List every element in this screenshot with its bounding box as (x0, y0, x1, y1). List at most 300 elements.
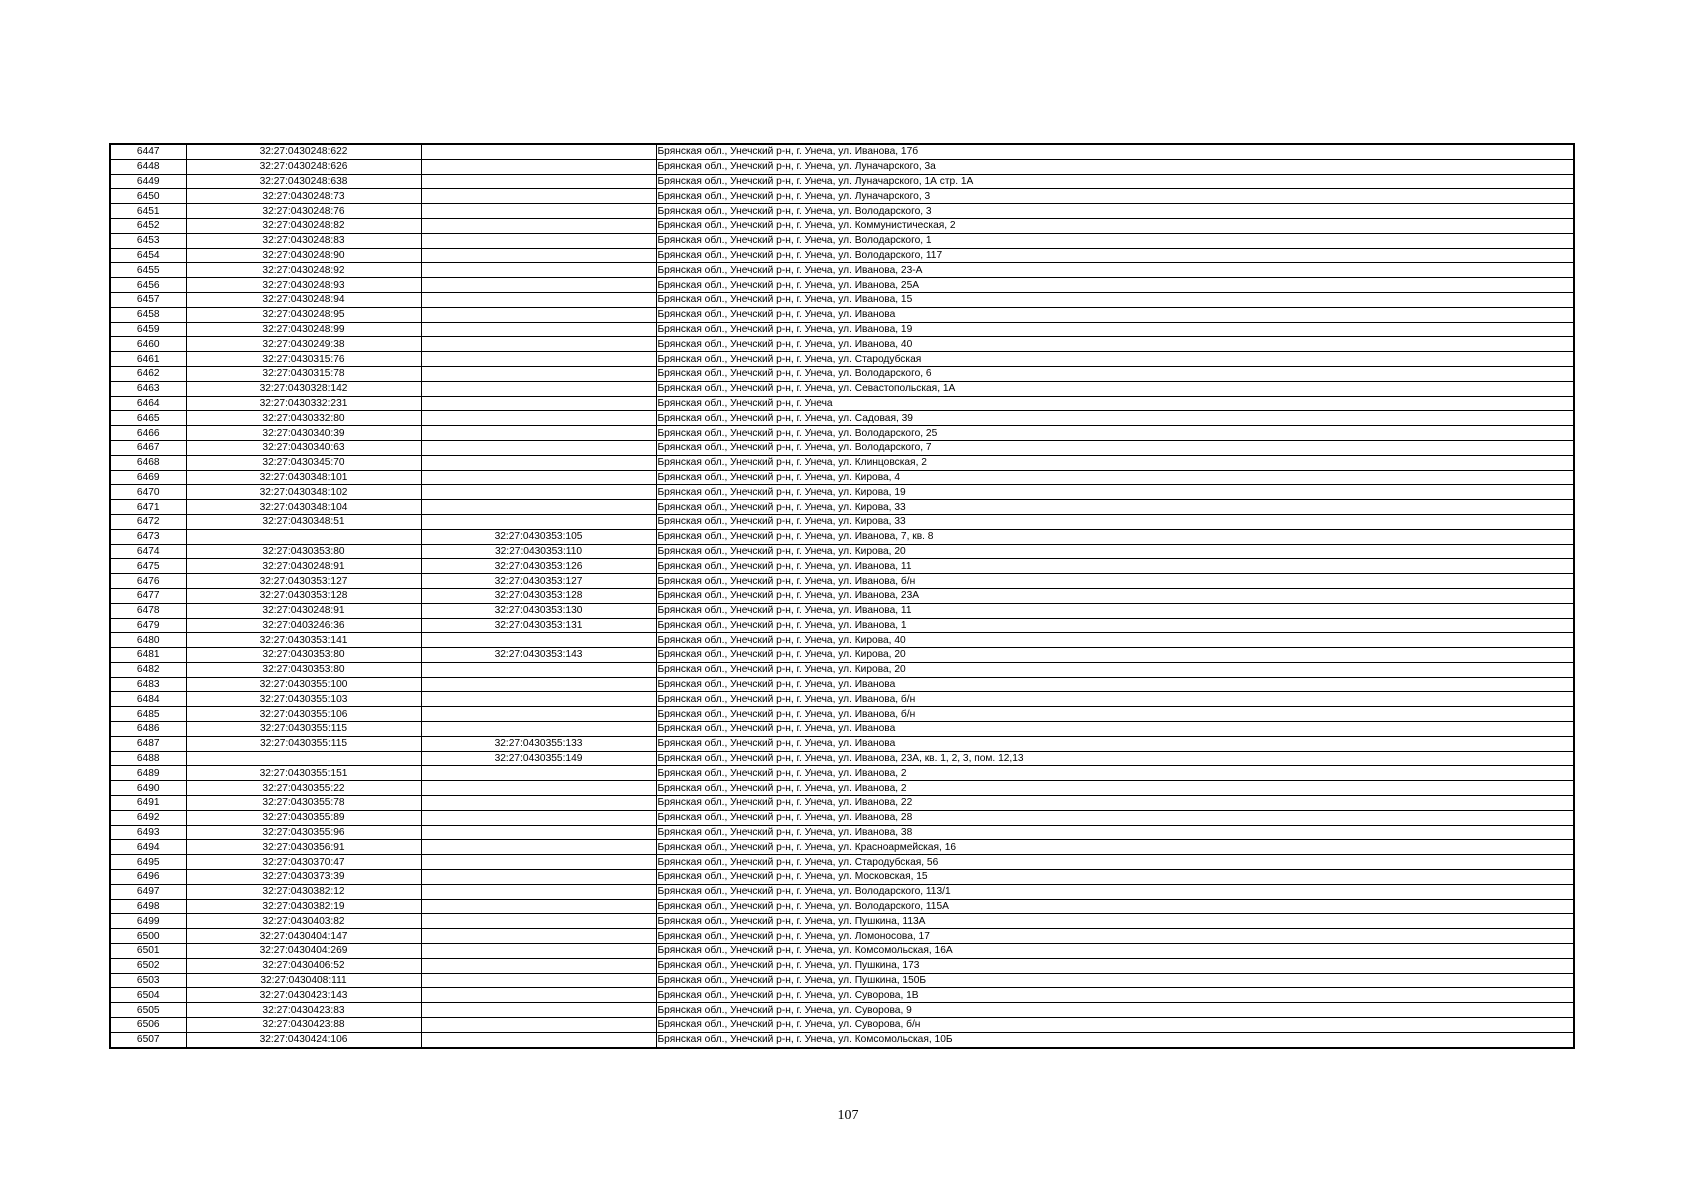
cadastral-number-cell: 32:27:0430404:269 (186, 944, 421, 959)
row-number-cell: 6481 (110, 648, 186, 663)
address-cell: Брянская обл., Унечский р-н, г. Унеча, ул. Кирова, 4 (656, 470, 1574, 485)
cadastral-number-cell: 32:27:0430424:106 (186, 1032, 421, 1047)
address-cell: Брянская обл., Унечский р-н, г. Унеча, ул. Иванова, 11 (656, 603, 1574, 618)
row-number-cell: 6476 (110, 574, 186, 589)
address-cell: Брянская обл., Унечский р-н, г. Унеча, ул. Володарского, 115А (656, 899, 1574, 914)
cadastral-number-cell: 32:27:0430348:104 (186, 500, 421, 515)
cadastral-number-cell: 32:27:0430355:115 (186, 736, 421, 751)
cadastral-number-cell: 32:27:0430356:91 (186, 840, 421, 855)
cadastral-number-cell: 32:27:0430355:89 (186, 810, 421, 825)
row-number-cell: 6470 (110, 485, 186, 500)
row-number-cell: 6480 (110, 633, 186, 648)
row-number-cell: 6479 (110, 618, 186, 633)
address-cell: Брянская обл., Унечский р-н, г. Унеча, ул. Иванова, 38 (656, 825, 1574, 840)
row-number-cell: 6482 (110, 662, 186, 677)
table-row (110, 455, 1574, 470)
address-cell: Брянская обл., Унечский р-н, г. Унеча, ул. Кирова, 20 (656, 648, 1574, 663)
cadastral-number-cell: 32:27:0430315:78 (186, 366, 421, 381)
cadastral-number-cell (186, 751, 421, 766)
row-number-cell: 6474 (110, 544, 186, 559)
row-number-cell: 6455 (110, 263, 186, 278)
row-number-cell: 6484 (110, 692, 186, 707)
address-cell: Брянская обл., Унечский р-н, г. Унеча, ул. Иванова, 25А (656, 278, 1574, 293)
row-number-cell: 6452 (110, 218, 186, 233)
linked-cadastral-number-cell (421, 440, 656, 455)
linked-cadastral-number-cell: 32:27:0430353:143 (421, 648, 656, 663)
row-number-cell: 6498 (110, 899, 186, 914)
table-row (110, 470, 1574, 485)
row-number-cell: 6485 (110, 707, 186, 722)
linked-cadastral-number-cell (421, 307, 656, 322)
linked-cadastral-number-cell: 32:27:0430353:126 (421, 559, 656, 574)
cadastral-number-cell: 32:27:0430348:102 (186, 485, 421, 500)
table-row (110, 810, 1574, 825)
address-cell: Брянская обл., Унечский р-н, г. Унеча, ул. Иванова (656, 736, 1574, 751)
table-row (110, 603, 1574, 618)
row-number-cell: 6475 (110, 559, 186, 574)
address-cell: Брянская обл., Унечский р-н, г. Унеча, ул. Иванова, 2 (656, 766, 1574, 781)
linked-cadastral-number-cell (421, 781, 656, 796)
address-cell: Брянская обл., Унечский р-н, г. Унеча, ул. Володарского, 1 (656, 233, 1574, 248)
cadastral-number-cell: 32:27:0430353:127 (186, 574, 421, 589)
address-cell: Брянская обл., Унечский р-н, г. Унеча, ул. Иванова, 7, кв. 8 (656, 529, 1574, 544)
table-row (110, 944, 1574, 959)
linked-cadastral-number-cell (421, 677, 656, 692)
linked-cadastral-number-cell: 32:27:0430355:149 (421, 751, 656, 766)
linked-cadastral-number-cell (421, 292, 656, 307)
linked-cadastral-number-cell (421, 218, 656, 233)
address-cell: Брянская обл., Унечский р-н, г. Унеча, ул. Володарского, 6 (656, 366, 1574, 381)
address-cell: Брянская обл., Унечский р-н, г. Унеча, ул. Кирова, 33 (656, 514, 1574, 529)
table-row (110, 189, 1574, 204)
linked-cadastral-number-cell (421, 988, 656, 1003)
cadastral-number-cell: 32:27:0430315:76 (186, 352, 421, 367)
linked-cadastral-number-cell (421, 870, 656, 885)
table-row (110, 366, 1574, 381)
cadastral-number-cell: 32:27:0430355:100 (186, 677, 421, 692)
linked-cadastral-number-cell (421, 796, 656, 811)
table-row (110, 559, 1574, 574)
table-row (110, 292, 1574, 307)
row-number-cell: 6462 (110, 366, 186, 381)
table-row (110, 1032, 1574, 1047)
table-row (110, 159, 1574, 174)
cadastral-number-cell: 32:27:0430248:95 (186, 307, 421, 322)
cadastral-number-cell (186, 529, 421, 544)
registry-table (109, 143, 1575, 1049)
row-number-cell: 6487 (110, 736, 186, 751)
cadastral-number-cell: 32:27:0430355:78 (186, 796, 421, 811)
linked-cadastral-number-cell (421, 233, 656, 248)
address-cell: Брянская обл., Унечский р-н, г. Унеча, ул. Ломоносова, 17 (656, 929, 1574, 944)
row-number-cell: 6492 (110, 810, 186, 825)
cadastral-number-cell: 32:27:0430248:83 (186, 233, 421, 248)
row-number-cell: 6486 (110, 722, 186, 737)
address-cell: Брянская обл., Унечский р-н, г. Унеча, ул. Иванова, б/н (656, 707, 1574, 722)
cadastral-number-cell: 32:27:0430340:63 (186, 440, 421, 455)
cadastral-number-cell: 32:27:0430332:231 (186, 396, 421, 411)
row-number-cell: 6465 (110, 411, 186, 426)
linked-cadastral-number-cell (421, 396, 656, 411)
cadastral-number-cell: 32:27:0430340:39 (186, 426, 421, 441)
row-number-cell: 6491 (110, 796, 186, 811)
table-row (110, 588, 1574, 603)
table-row (110, 958, 1574, 973)
cadastral-number-cell: 32:27:0430353:80 (186, 648, 421, 663)
table-row (110, 722, 1574, 737)
cadastral-number-cell: 32:27:0430355:106 (186, 707, 421, 722)
address-cell: Брянская обл., Унечский р-н, г. Унеча, ул. Комсомольская, 10Б (656, 1032, 1574, 1047)
address-cell: Брянская обл., Унечский р-н, г. Унеча, ул. Иванова, 19 (656, 322, 1574, 337)
address-cell: Брянская обл., Унечский р-н, г. Унеча, ул. Иванова, 22 (656, 796, 1574, 811)
address-cell: Брянская обл., Унечский р-н, г. Унеча, ул. Суворова, 1В (656, 988, 1574, 1003)
table-row (110, 440, 1574, 455)
address-cell: Брянская обл., Унечский р-н, г. Унеча, ул. Иванова, 23А (656, 588, 1574, 603)
cadastral-number-cell: 32:27:0430406:52 (186, 958, 421, 973)
linked-cadastral-number-cell (421, 722, 656, 737)
linked-cadastral-number-cell: 32:27:0430353:110 (421, 544, 656, 559)
address-cell: Брянская обл., Унечский р-н, г. Унеча (656, 396, 1574, 411)
address-cell: Брянская обл., Унечский р-н, г. Унеча, ул. Иванова, 1 (656, 618, 1574, 633)
linked-cadastral-number-cell (421, 1003, 656, 1018)
address-cell: Брянская обл., Унечский р-н, г. Унеча, ул. Московская, 15 (656, 870, 1574, 885)
row-number-cell: 6496 (110, 870, 186, 885)
row-number-cell: 6500 (110, 929, 186, 944)
address-cell: Брянская обл., Унечский р-н, г. Унеча, ул. Пушкина, 150Б (656, 973, 1574, 988)
row-number-cell: 6460 (110, 337, 186, 352)
table-row (110, 988, 1574, 1003)
table-row (110, 411, 1574, 426)
cadastral-number-cell: 32:27:0430248:622 (186, 144, 421, 159)
address-cell: Брянская обл., Унечский р-н, г. Унеча, ул. Суворова, б/н (656, 1018, 1574, 1033)
linked-cadastral-number-cell (421, 929, 656, 944)
table-row (110, 1018, 1574, 1033)
cadastral-number-cell: 32:27:0403246:36 (186, 618, 421, 633)
row-number-cell: 6461 (110, 352, 186, 367)
table-row (110, 766, 1574, 781)
address-cell: Брянская обл., Унечский р-н, г. Унеча, ул. Иванова, б/н (656, 692, 1574, 707)
row-number-cell: 6494 (110, 840, 186, 855)
table-row (110, 574, 1574, 589)
table-row (110, 973, 1574, 988)
linked-cadastral-number-cell: 32:27:0430353:131 (421, 618, 656, 633)
cadastral-number-cell: 32:27:0430248:626 (186, 159, 421, 174)
cadastral-number-cell: 32:27:0430248:92 (186, 263, 421, 278)
cadastral-number-cell: 32:27:0430403:82 (186, 914, 421, 929)
table-row (110, 692, 1574, 707)
address-cell: Брянская обл., Унечский р-н, г. Унеча, ул. Комсомольская, 16А (656, 944, 1574, 959)
row-number-cell: 6499 (110, 914, 186, 929)
cadastral-number-cell: 32:27:0430248:82 (186, 218, 421, 233)
linked-cadastral-number-cell (421, 159, 656, 174)
row-number-cell: 6473 (110, 529, 186, 544)
table-row (110, 322, 1574, 337)
address-cell: Брянская обл., Унечский р-н, г. Унеча, ул. Кирова, 20 (656, 662, 1574, 677)
address-cell: Брянская обл., Унечский р-н, г. Унеча, ул. Стародубская, 56 (656, 855, 1574, 870)
address-cell: Брянская обл., Унечский р-н, г. Унеча, ул. Володарского, 3 (656, 204, 1574, 219)
cadastral-number-cell: 32:27:0430355:151 (186, 766, 421, 781)
linked-cadastral-number-cell (421, 278, 656, 293)
table-row (110, 204, 1574, 219)
address-cell: Брянская обл., Унечский р-н, г. Унеча, ул. Пушкина, 173 (656, 958, 1574, 973)
linked-cadastral-number-cell (421, 899, 656, 914)
linked-cadastral-number-cell (421, 707, 656, 722)
row-number-cell: 6464 (110, 396, 186, 411)
linked-cadastral-number-cell (421, 352, 656, 367)
linked-cadastral-number-cell (421, 1032, 656, 1047)
linked-cadastral-number-cell (421, 366, 656, 381)
address-cell: Брянская обл., Унечский р-н, г. Унеча, ул. Кирова, 20 (656, 544, 1574, 559)
linked-cadastral-number-cell (421, 144, 656, 159)
row-number-cell: 6478 (110, 603, 186, 618)
cadastral-number-cell: 32:27:0430408:111 (186, 973, 421, 988)
row-number-cell: 6472 (110, 514, 186, 529)
row-number-cell: 6447 (110, 144, 186, 159)
table-row (110, 677, 1574, 692)
cadastral-number-cell: 32:27:0430423:143 (186, 988, 421, 1003)
address-cell: Брянская обл., Унечский р-н, г. Унеча, ул. Луначарского, 3а (656, 159, 1574, 174)
linked-cadastral-number-cell (421, 411, 656, 426)
cadastral-number-cell: 32:27:0430248:99 (186, 322, 421, 337)
row-number-cell: 6504 (110, 988, 186, 1003)
address-cell: Брянская обл., Унечский р-н, г. Унеча, ул. Володарского, 7 (656, 440, 1574, 455)
row-number-cell: 6466 (110, 426, 186, 441)
linked-cadastral-number-cell (421, 381, 656, 396)
cadastral-number-cell: 32:27:0430382:12 (186, 884, 421, 899)
linked-cadastral-number-cell: 32:27:0430353:105 (421, 529, 656, 544)
table-row (110, 426, 1574, 441)
address-cell: Брянская обл., Унечский р-н, г. Унеча, ул. Володарского, 113/1 (656, 884, 1574, 899)
row-number-cell: 6468 (110, 455, 186, 470)
cadastral-number-cell: 32:27:0430373:39 (186, 870, 421, 885)
linked-cadastral-number-cell (421, 485, 656, 500)
table-row (110, 218, 1574, 233)
row-number-cell: 6467 (110, 440, 186, 455)
address-cell: Брянская обл., Унечский р-н, г. Унеча, ул. Иванова, б/н (656, 574, 1574, 589)
cadastral-number-cell: 32:27:0430248:91 (186, 603, 421, 618)
linked-cadastral-number-cell (421, 855, 656, 870)
address-cell: Брянская обл., Унечский р-н, г. Унеча, ул. Луначарского, 3 (656, 189, 1574, 204)
linked-cadastral-number-cell (421, 514, 656, 529)
linked-cadastral-number-cell: 32:27:0430353:130 (421, 603, 656, 618)
cadastral-number-cell: 32:27:0430248:76 (186, 204, 421, 219)
cadastral-number-cell: 32:27:0430328:142 (186, 381, 421, 396)
cadastral-number-cell: 32:27:0430353:80 (186, 544, 421, 559)
table-row (110, 381, 1574, 396)
table-row (110, 307, 1574, 322)
row-number-cell: 6456 (110, 278, 186, 293)
address-cell: Брянская обл., Унечский р-н, г. Унеча, ул. Иванова, 2 (656, 781, 1574, 796)
linked-cadastral-number-cell (421, 914, 656, 929)
cadastral-number-cell: 32:27:0430355:103 (186, 692, 421, 707)
address-cell: Брянская обл., Унечский р-н, г. Унеча, ул. Красноармейская, 16 (656, 840, 1574, 855)
cadastral-number-cell: 32:27:0430348:51 (186, 514, 421, 529)
address-cell: Брянская обл., Унечский р-н, г. Унеча, ул. Володарского, 117 (656, 248, 1574, 263)
cadastral-number-cell: 32:27:0430248:73 (186, 189, 421, 204)
table-row (110, 929, 1574, 944)
table-row (110, 662, 1574, 677)
table-row (110, 278, 1574, 293)
linked-cadastral-number-cell (421, 174, 656, 189)
table-row (110, 855, 1574, 870)
table-row (110, 529, 1574, 544)
row-number-cell: 6506 (110, 1018, 186, 1033)
page-number: 107 (837, 1108, 859, 1123)
linked-cadastral-number-cell (421, 263, 656, 278)
table-row (110, 781, 1574, 796)
cadastral-number-cell: 32:27:0430404:147 (186, 929, 421, 944)
linked-cadastral-number-cell (421, 455, 656, 470)
table-row (110, 899, 1574, 914)
linked-cadastral-number-cell (421, 426, 656, 441)
linked-cadastral-number-cell (421, 633, 656, 648)
table-row (110, 840, 1574, 855)
row-number-cell: 6477 (110, 588, 186, 603)
row-number-cell: 6450 (110, 189, 186, 204)
row-number-cell: 6490 (110, 781, 186, 796)
table-row (110, 396, 1574, 411)
table-row (110, 751, 1574, 766)
address-cell: Брянская обл., Унечский р-н, г. Унеча, ул. Пушкина, 113А (656, 914, 1574, 929)
row-number-cell: 6502 (110, 958, 186, 973)
table-row (110, 174, 1574, 189)
address-cell: Брянская обл., Унечский р-н, г. Унеча, ул. Севастопольская, 1А (656, 381, 1574, 396)
cadastral-number-cell: 32:27:0430353:141 (186, 633, 421, 648)
cadastral-number-cell: 32:27:0430248:93 (186, 278, 421, 293)
address-cell: Брянская обл., Унечский р-н, г. Унеча, ул. Иванова, 17б (656, 144, 1574, 159)
address-cell: Брянская обл., Унечский р-н, г. Унеча, ул. Иванова, 11 (656, 559, 1574, 574)
address-cell: Брянская обл., Унечский р-н, г. Унеча, ул. Иванова, 28 (656, 810, 1574, 825)
address-cell: Брянская обл., Унечский р-н, г. Унеча, ул. Садовая, 39 (656, 411, 1574, 426)
row-number-cell: 6507 (110, 1032, 186, 1047)
linked-cadastral-number-cell: 32:27:0430355:133 (421, 736, 656, 751)
cadastral-number-cell: 32:27:0430348:101 (186, 470, 421, 485)
address-cell: Брянская обл., Унечский р-н, г. Унеча, ул. Иванова, 15 (656, 292, 1574, 307)
table-row (110, 500, 1574, 515)
table-row (110, 633, 1574, 648)
cadastral-number-cell: 32:27:0430249:38 (186, 337, 421, 352)
table-row (110, 736, 1574, 751)
linked-cadastral-number-cell (421, 204, 656, 219)
linked-cadastral-number-cell (421, 248, 656, 263)
row-number-cell: 6451 (110, 204, 186, 219)
address-cell: Брянская обл., Унечский р-н, г. Унеча, ул. Иванова, 23А, кв. 1, 2, 3, пом. 12,13 (656, 751, 1574, 766)
cadastral-number-cell: 32:27:0430423:88 (186, 1018, 421, 1033)
address-cell: Брянская обл., Унечский р-н, г. Унеча, ул. Володарского, 25 (656, 426, 1574, 441)
linked-cadastral-number-cell (421, 500, 656, 515)
address-cell: Брянская обл., Унечский р-н, г. Унеча, ул. Иванова, 40 (656, 337, 1574, 352)
cadastral-number-cell: 32:27:0430248:90 (186, 248, 421, 263)
table-row (110, 870, 1574, 885)
table-row (110, 1003, 1574, 1018)
row-number-cell: 6449 (110, 174, 186, 189)
row-number-cell: 6483 (110, 677, 186, 692)
linked-cadastral-number-cell (421, 810, 656, 825)
cadastral-number-cell: 32:27:0430423:83 (186, 1003, 421, 1018)
cadastral-number-cell: 32:27:0430332:80 (186, 411, 421, 426)
linked-cadastral-number-cell (421, 322, 656, 337)
registry-table-body (110, 144, 1574, 1048)
address-cell: Брянская обл., Унечский р-н, г. Унеча, ул. Кирова, 33 (656, 500, 1574, 515)
cadastral-number-cell: 32:27:0430353:128 (186, 588, 421, 603)
cadastral-number-cell: 32:27:0430355:96 (186, 825, 421, 840)
address-cell: Брянская обл., Унечский р-н, г. Унеча, ул. Суворова, 9 (656, 1003, 1574, 1018)
table-row (110, 544, 1574, 559)
cadastral-number-cell: 32:27:0430370:47 (186, 855, 421, 870)
linked-cadastral-number-cell (421, 958, 656, 973)
linked-cadastral-number-cell (421, 825, 656, 840)
address-cell: Брянская обл., Унечский р-н, г. Унеча, ул. Стародубская (656, 352, 1574, 367)
row-number-cell: 6463 (110, 381, 186, 396)
row-number-cell: 6493 (110, 825, 186, 840)
row-number-cell: 6453 (110, 233, 186, 248)
cadastral-number-cell: 32:27:0430382:19 (186, 899, 421, 914)
row-number-cell: 6448 (110, 159, 186, 174)
cadastral-number-cell: 32:27:0430355:115 (186, 722, 421, 737)
table-row (110, 233, 1574, 248)
cadastral-number-cell: 32:27:0430248:91 (186, 559, 421, 574)
cadastral-number-cell: 32:27:0430248:94 (186, 292, 421, 307)
table-row (110, 352, 1574, 367)
linked-cadastral-number-cell (421, 189, 656, 204)
address-cell: Брянская обл., Унечский р-н, г. Унеча, ул. Иванова (656, 722, 1574, 737)
address-cell: Брянская обл., Унечский р-н, г. Унеча, ул. Кирова, 40 (656, 633, 1574, 648)
linked-cadastral-number-cell (421, 470, 656, 485)
address-cell: Брянская обл., Унечский р-н, г. Унеча, ул. Кирова, 19 (656, 485, 1574, 500)
table-row (110, 514, 1574, 529)
row-number-cell: 6488 (110, 751, 186, 766)
row-number-cell: 6501 (110, 944, 186, 959)
row-number-cell: 6454 (110, 248, 186, 263)
row-number-cell: 6505 (110, 1003, 186, 1018)
cadastral-number-cell: 32:27:0430248:638 (186, 174, 421, 189)
address-cell: Брянская обл., Унечский р-н, г. Унеча, ул. Иванова, 23-А (656, 263, 1574, 278)
linked-cadastral-number-cell (421, 973, 656, 988)
row-number-cell: 6457 (110, 292, 186, 307)
table-row (110, 796, 1574, 811)
address-cell: Брянская обл., Унечский р-н, г. Унеча, ул. Клинцовская, 2 (656, 455, 1574, 470)
cadastral-number-cell: 32:27:0430355:22 (186, 781, 421, 796)
linked-cadastral-number-cell (421, 884, 656, 899)
table-row (110, 648, 1574, 663)
address-cell: Брянская обл., Унечский р-н, г. Унеча, ул. Иванова (656, 307, 1574, 322)
row-number-cell: 6503 (110, 973, 186, 988)
address-cell: Брянская обл., Унечский р-н, г. Унеча, ул. Иванова (656, 677, 1574, 692)
table-row (110, 618, 1574, 633)
linked-cadastral-number-cell (421, 692, 656, 707)
row-number-cell: 6497 (110, 884, 186, 899)
row-number-cell: 6471 (110, 500, 186, 515)
table-row (110, 825, 1574, 840)
row-number-cell: 6458 (110, 307, 186, 322)
cadastral-number-cell: 32:27:0430345:70 (186, 455, 421, 470)
linked-cadastral-number-cell (421, 944, 656, 959)
row-number-cell: 6489 (110, 766, 186, 781)
linked-cadastral-number-cell: 32:27:0430353:128 (421, 588, 656, 603)
address-cell: Брянская обл., Унечский р-н, г. Унеча, ул. Луначарского, 1А стр. 1А (656, 174, 1574, 189)
row-number-cell: 6459 (110, 322, 186, 337)
linked-cadastral-number-cell (421, 840, 656, 855)
table-row (110, 144, 1574, 159)
linked-cadastral-number-cell (421, 1018, 656, 1033)
row-number-cell: 6495 (110, 855, 186, 870)
linked-cadastral-number-cell (421, 337, 656, 352)
table-row (110, 263, 1574, 278)
table-row (110, 884, 1574, 899)
table-row (110, 485, 1574, 500)
cadastral-number-cell: 32:27:0430353:80 (186, 662, 421, 677)
linked-cadastral-number-cell (421, 662, 656, 677)
